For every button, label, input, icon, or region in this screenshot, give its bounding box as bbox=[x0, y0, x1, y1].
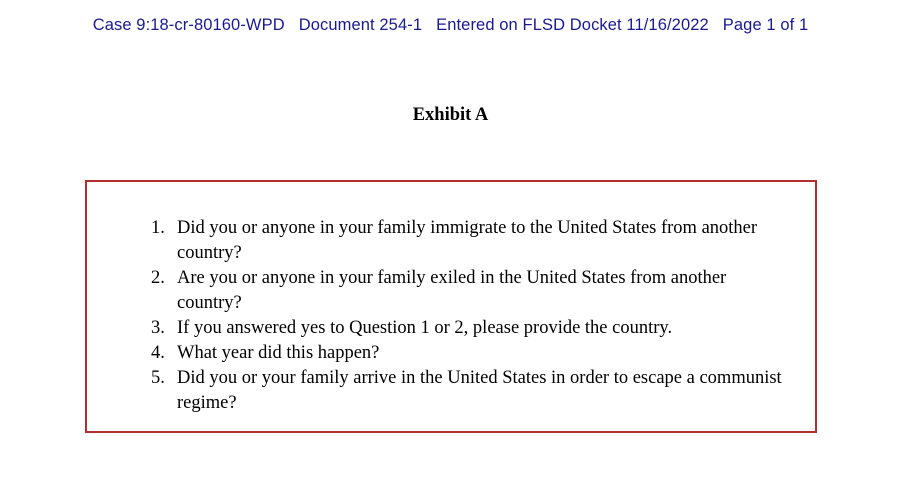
list-item: Did you or your family arrive in the United States in order to escape a communist regime? bbox=[177, 368, 782, 413]
list-item: If you answered yes to Question 1 or 2, please provide the country. bbox=[177, 318, 673, 338]
header-docket-entry: Entered on FLSD Docket 11/16/2022 bbox=[436, 16, 709, 34]
question-box bbox=[85, 180, 817, 433]
docket-header bbox=[0, 16, 901, 35]
list-item: Are you or anyone in your family exiled in the United States from another country? bbox=[177, 268, 727, 313]
header-document-number: Document 254-1 bbox=[298, 16, 423, 34]
question-list bbox=[87, 182, 815, 416]
header-page-number: Page 1 of 1 bbox=[722, 16, 809, 34]
header-case-number: Case 9:18-cr-80160-WPD bbox=[92, 16, 285, 34]
list-item: What year did this happen? bbox=[177, 343, 380, 363]
list-item: Did you or anyone in your family immigrate to the United States from another country? bbox=[177, 218, 758, 263]
page-title: Exhibit A bbox=[412, 105, 489, 125]
